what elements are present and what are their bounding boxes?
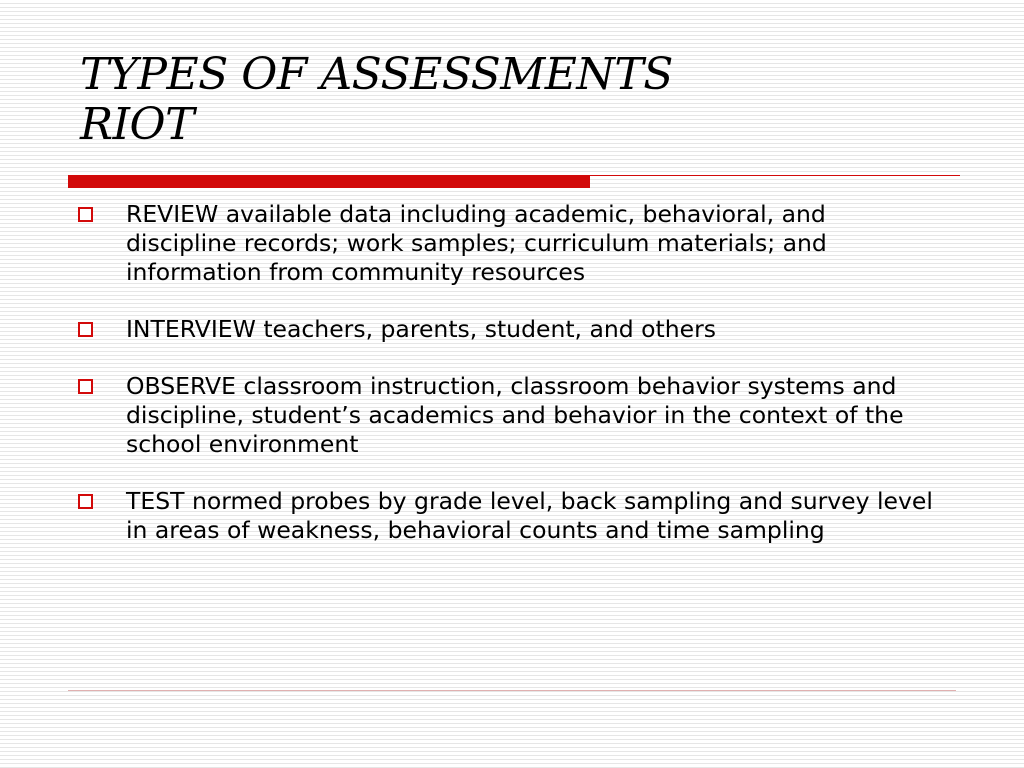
bullet-review bbox=[78, 200, 938, 287]
footer-divider bbox=[68, 690, 956, 691]
bullet-text: REVIEW available data including academic, behavioral, and discipline records; work samples; curriculum materials; and information from community resources bbox=[126, 200, 827, 286]
bullet-observe bbox=[78, 372, 938, 459]
bullet-test bbox=[78, 487, 938, 545]
hollow-square-icon bbox=[78, 379, 93, 394]
hollow-square-icon bbox=[78, 494, 93, 509]
slide-title bbox=[80, 50, 960, 150]
bullet-text: OBSERVE classroom instruction, classroom behavior systems and discipline, student’s academics and behavior in the context of the school environment bbox=[126, 372, 904, 458]
bullet-list bbox=[78, 200, 938, 573]
bullet-text: TEST normed probes by grade level, back sampling and survey level in areas of weakness, behavioral counts and time sampling bbox=[126, 487, 933, 544]
title-underline-thick bbox=[68, 175, 590, 188]
hollow-square-icon bbox=[78, 207, 93, 222]
title-line-2: RIOT bbox=[80, 99, 194, 150]
title-line-1: TYPES OF ASSESSMENTS bbox=[80, 49, 673, 100]
title-underline-thin bbox=[590, 175, 960, 176]
bullet-text: INTERVIEW teachers, parents, student, and others bbox=[126, 315, 717, 343]
bullet-interview bbox=[78, 315, 938, 344]
hollow-square-icon bbox=[78, 322, 93, 337]
title-underline bbox=[68, 175, 960, 188]
